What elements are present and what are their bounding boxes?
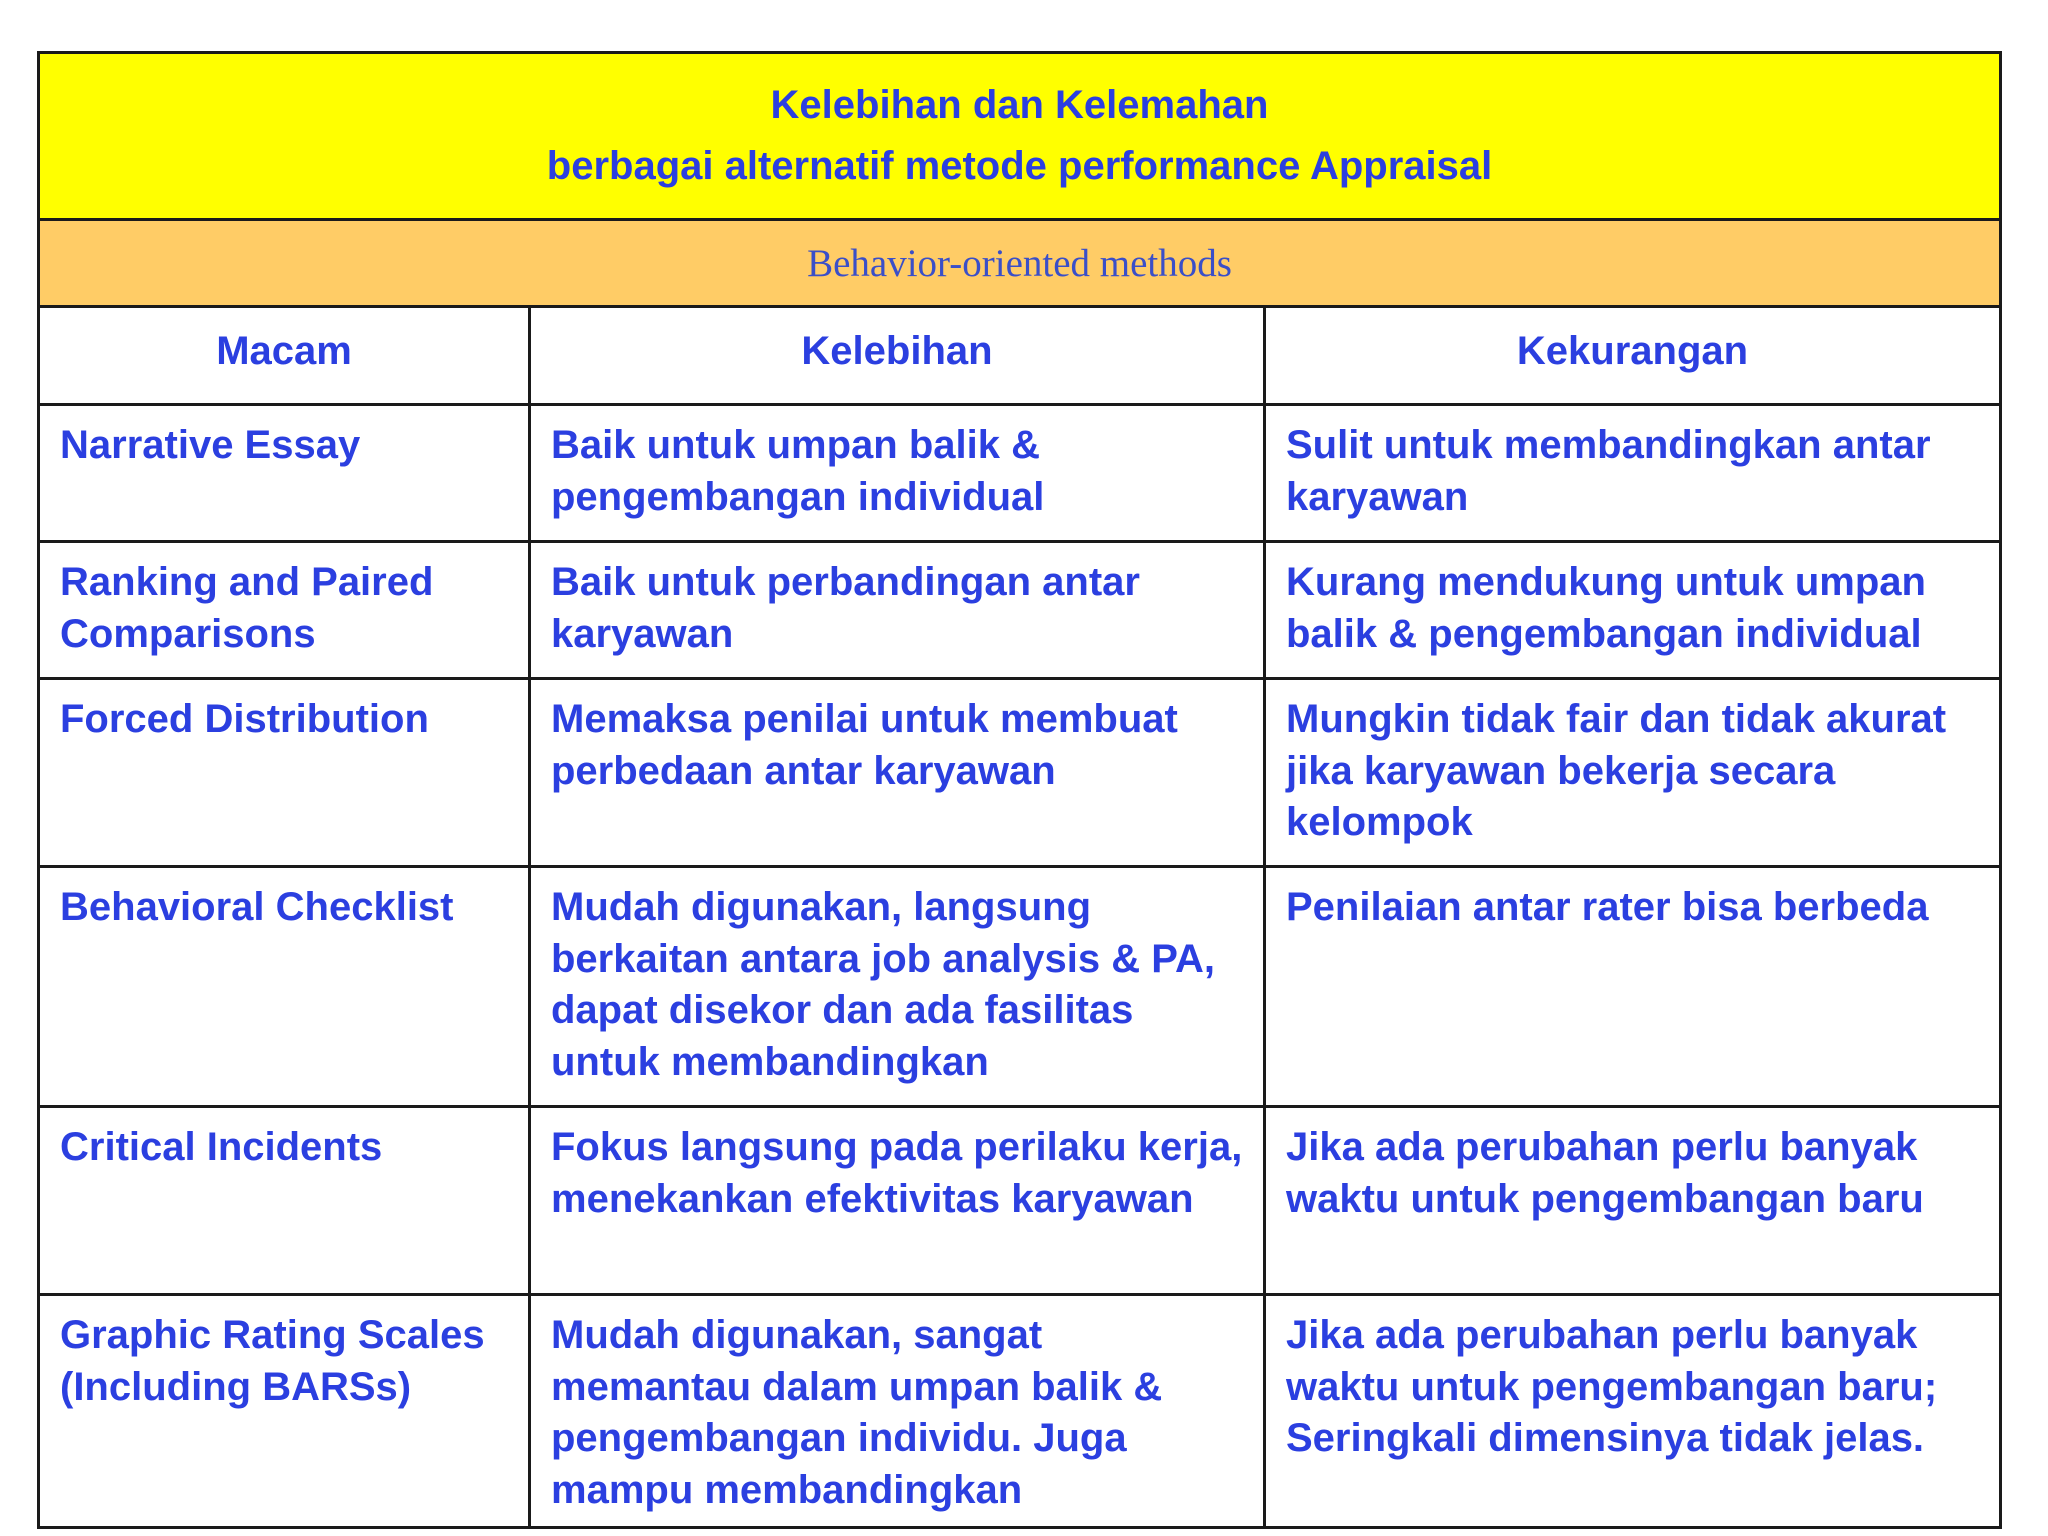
cell-kelebihan: Mudah digunakan, langsung berkaitan antara job analysis & PA, dapat disekor dan ada fasilitas untuk membandingkan	[530, 867, 1265, 1107]
table-row	[39, 1295, 2001, 1528]
section-row	[39, 220, 2001, 307]
cell-kekurangan: Penilaian antar rater bisa berbeda	[1265, 867, 2001, 1107]
header-macam: Macam	[39, 307, 530, 405]
cell-kekurangan: Jika ada perubahan perlu banyak waktu untuk pengembangan baru	[1265, 1107, 2001, 1295]
header-kelebihan: Kelebihan	[530, 307, 1265, 405]
title-row	[39, 53, 2001, 220]
cell-kelebihan: Memaksa penilai untuk membuat perbedaan antar karyawan	[530, 679, 1265, 867]
cell-macam: Graphic Rating Scales (Including BARSs)	[39, 1295, 530, 1528]
cell-macam: Behavioral Checklist	[39, 867, 530, 1107]
table-row	[39, 405, 2001, 542]
appraisal-methods-table	[37, 51, 2002, 1529]
table-row	[39, 542, 2001, 679]
title-line-1: Kelebihan dan Kelemahan	[770, 83, 1269, 127]
table-title	[39, 53, 2001, 220]
cell-kekurangan: Kurang mendukung untuk umpan balik & pengembangan individual	[1265, 542, 2001, 679]
cell-macam: Critical Incidents	[39, 1107, 530, 1295]
cell-kelebihan: Baik untuk perbandingan antar karyawan	[530, 542, 1265, 679]
cell-macam: Ranking and Paired Comparisons	[39, 542, 530, 679]
table-row	[39, 867, 2001, 1107]
header-row	[39, 307, 2001, 405]
header-kekurangan: Kekurangan	[1265, 307, 2001, 405]
cell-kekurangan: Mungkin tidak fair dan tidak akurat jika karyawan bekerja secara kelompok	[1265, 679, 2001, 867]
cell-macam: Forced Distribution	[39, 679, 530, 867]
cell-kekurangan: Jika ada perubahan perlu banyak waktu untuk pengembangan baru; Seringkali dimensinya tidak jelas.	[1265, 1295, 2001, 1528]
section-label: Behavior-oriented methods	[39, 220, 2001, 307]
cell-kelebihan: Fokus langsung pada perilaku kerja, menekankan efektivitas karyawan	[530, 1107, 1265, 1295]
cell-kekurangan: Sulit untuk membandingkan antar karyawan	[1265, 405, 2001, 542]
table-row	[39, 1107, 2001, 1295]
title-line-2: berbagai alternatif metode performance Appraisal	[546, 144, 1493, 188]
table-row	[39, 679, 2001, 867]
cell-kelebihan: Baik untuk umpan balik & pengembangan individual	[530, 405, 1265, 542]
cell-kelebihan: Mudah digunakan, sangat memantau dalam umpan balik & pengembangan individu. Juga mampu membandingkan	[530, 1295, 1265, 1528]
cell-macam: Narrative Essay	[39, 405, 530, 542]
